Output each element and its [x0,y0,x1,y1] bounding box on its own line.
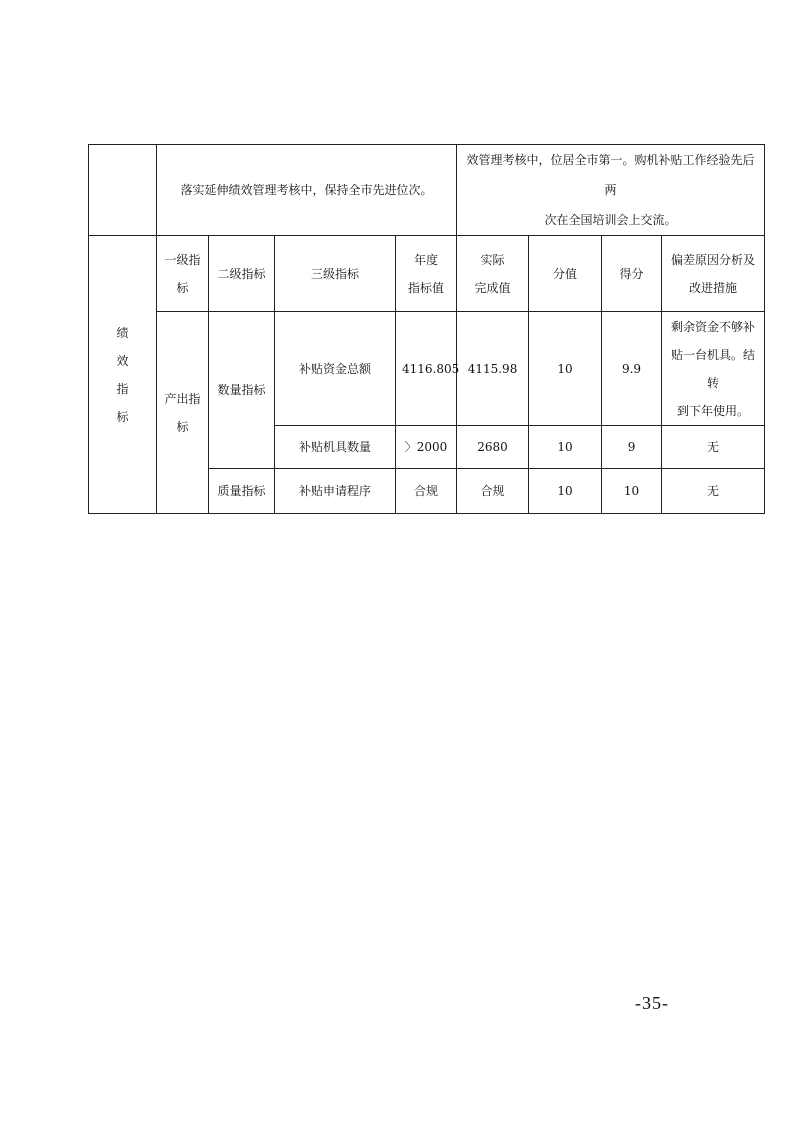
actual-cell: 2680 [457,426,529,469]
header-level1-line2: 标 [176,280,189,295]
top-right-text-line1: 效管理考核中，位居全市第一。购机补贴工作经验先后两 [466,153,755,197]
level1-output-line2: 标 [176,419,189,434]
header-score-value: 分值 [529,236,602,312]
header-level3: 三级指标 [275,236,396,312]
deviation-cell [662,426,765,469]
level1-output-cell [157,312,209,514]
table-row [89,312,765,426]
score-value-cell: 10 [529,469,602,514]
page-number: -35- [635,993,669,1013]
actual-cell: 4115.98 [457,312,529,426]
top-left-text-content: 落实延伸绩效管理考核中，保持全市先进位次。 [180,183,433,197]
header-score-got: 得分 [602,236,662,312]
header-level1 [157,236,209,312]
top-right-text [457,145,765,236]
header-actual-line1: 实际 [480,252,505,267]
score-value-cell: 10 [529,312,602,426]
score-got-cell: 10 [602,469,662,514]
actual-cell: 合规 [457,469,529,514]
performance-table [88,144,765,514]
header-target-line2: 指标值 [408,280,445,295]
table-row-top [89,145,765,236]
header-level2: 二级指标 [209,236,275,312]
deviation-line1: 无 [707,484,720,498]
section-label-char-1: 绩 [116,325,129,340]
table-header-row [89,236,765,312]
header-level1-line1: 一级指 [164,252,201,267]
section-label-char-4: 标 [116,409,129,424]
header-target-line1: 年度 [414,252,439,267]
header-deviation-line2: 改进措施 [689,280,738,295]
top-right-text-line2: 次在全国培训会上交流。 [544,213,677,227]
deviation-cell [662,469,765,514]
level3-cell: 补贴机具数量 [275,426,396,469]
section-label-char-2: 效 [116,353,129,368]
header-deviation [662,236,765,312]
header-actual-line2: 完成值 [474,280,511,295]
deviation-line1: 剩余资金不够补 [671,319,756,334]
level2-quality-cell: 质量指标 [209,469,275,514]
target-cell: 4116.805 [396,312,457,426]
section-label-cell [89,236,157,514]
target-cell: 合规 [396,469,457,514]
header-actual [457,236,529,312]
target-cell: 〉2000 [396,426,457,469]
level3-cell: 补贴申请程序 [275,469,396,514]
top-left-text [157,145,457,236]
level2-quantity-cell: 数量指标 [209,312,275,469]
deviation-line2: 贴一台机具。结转 [671,347,756,390]
deviation-line3: 到下年使用。 [677,403,750,418]
score-got-cell: 9 [602,426,662,469]
score-got-cell: 9.9 [602,312,662,426]
level3-cell: 补贴资金总额 [275,312,396,426]
deviation-cell [662,312,765,426]
level1-output-line1: 产出指 [164,391,201,406]
score-value-cell: 10 [529,426,602,469]
section-label-char-3: 指 [116,381,129,396]
header-target [396,236,457,312]
deviation-line1: 无 [707,440,720,454]
header-deviation-line1: 偏差原因分析及 [671,252,756,267]
table-cell-empty [89,145,157,236]
